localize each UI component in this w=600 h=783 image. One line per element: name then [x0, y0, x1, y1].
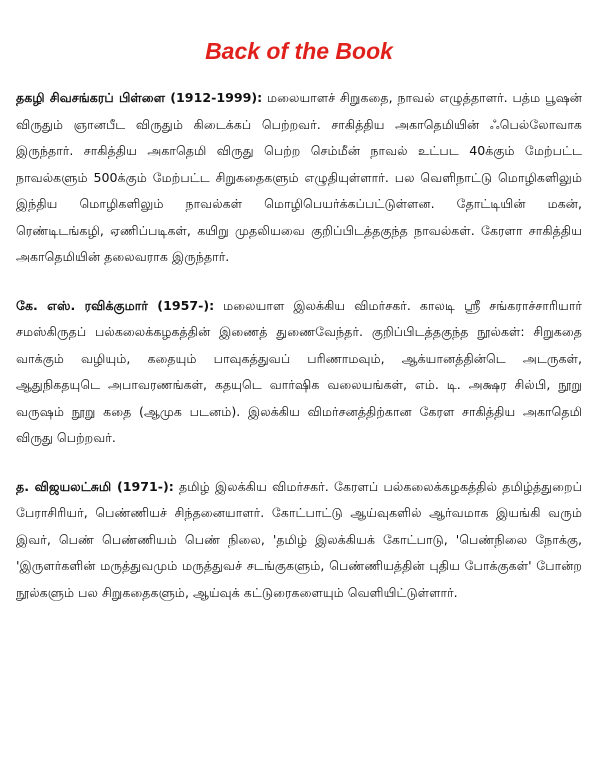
author-description: மலையாளச் சிறுகதை, நாவல் எழுத்தாளர். பத்ம பூஷன் விருதும் ஞானபீட விருதும் கிடைக்கப் பெற்றவர். சாகித்திய அகாதெமியின் ஃபெல்லோவாக இருந்தார். சாகித்திய அகாதெமி விருது பெற்ற செம்மீன் நாவல் உட்பட 40க்கும் மேற்பட்ட நாவல்களும் 500க்கும் மேற்பட்ட சிறுகதைகளும் எழுதியுள்ளார். பல வெளிநாட்டு மொழிகளிலும் இந்திய மொழிகளிலும் நாவல்கள் மொழிபெயர்க்கப்பட்டுள்ளன. தோட்டியின் மகன், ரெண்டிடங்கழி, ஏணிப்படிகள், கயிறு முதலியவை குறிப்பிடத்தகுந்த நாவல்கள். கேரளா சாகித்திய அகாதெமியின் தலைவராக இருந்தார். [16, 90, 583, 264]
author-bio-thakazhi [16, 85, 582, 271]
author-bio-vijayalakshmi [16, 474, 582, 607]
author-bio-ravikumar [16, 293, 582, 452]
page-title: Back of the Book [205, 38, 393, 64]
author-description: தமிழ் இலக்கிய விமர்சகர். கேரளப் பல்கலைக்கழகத்தில் தமிழ்த்துறைப் பேராசிரியர், பெண்ணியச் சிந்தனையாளர். கோட்பாட்டு ஆய்வுகளில் ஆர்வமாக இயங்கி வரும் இவர், பெண் பெண்ணியம் பெண் நிலை, 'தமிழ் இலக்கியக் கோட்பாடு, 'பெண்நிலை நோக்கு, 'இருளர்களின் மருத்துவமும் மருத்துவச் சடங்குகளும், பெண்ணியத்தின் புதிய போக்குகள்' போன்ற நூல்களும் பல சிறுகதைகளும், ஆய்வுக் கட்டுரைகளையும் வெளியிட்டுள்ளார். [16, 478, 582, 600]
author-name: த. விஜயலட்சுமி (1971-): [16, 478, 174, 494]
author-name: கே. எஸ். ரவிக்குமார் (1957-): [16, 297, 215, 313]
author-name: தகழி சிவசங்கரப் பிள்ளை (1912-1999): [16, 90, 263, 105]
author-description: மலையாள இலக்கிய விமர்சகர். காலடி ஸ்ரீ சங்கராச்சாரியார் சமஸ்கிருதப் பல்கலைக்கழகத்தின் இணைத் துணைவேந்தர். குறிப்பிடத்தகுந்த நூல்கள்: சிறுகதை வாக்கும் வழியும், கதையும் பாவுகத்துவப் பரிணாமவும், ஆக்யானத்தின்டெ அடருகள், ஆதுநிகதயுடெ அபாவரணங்கள், கதயுடெ வார்ஷிக வலையங்கள், எம். டி. அக்ஷர சில்பி, நூறு வருஷம் நூறு கதை (ஆமுக படனம்). இலக்கிய விமர்சனத்திற்கான கேரள சாகித்திய அகாதெமி விருது பெற்றவர். [16, 297, 582, 445]
